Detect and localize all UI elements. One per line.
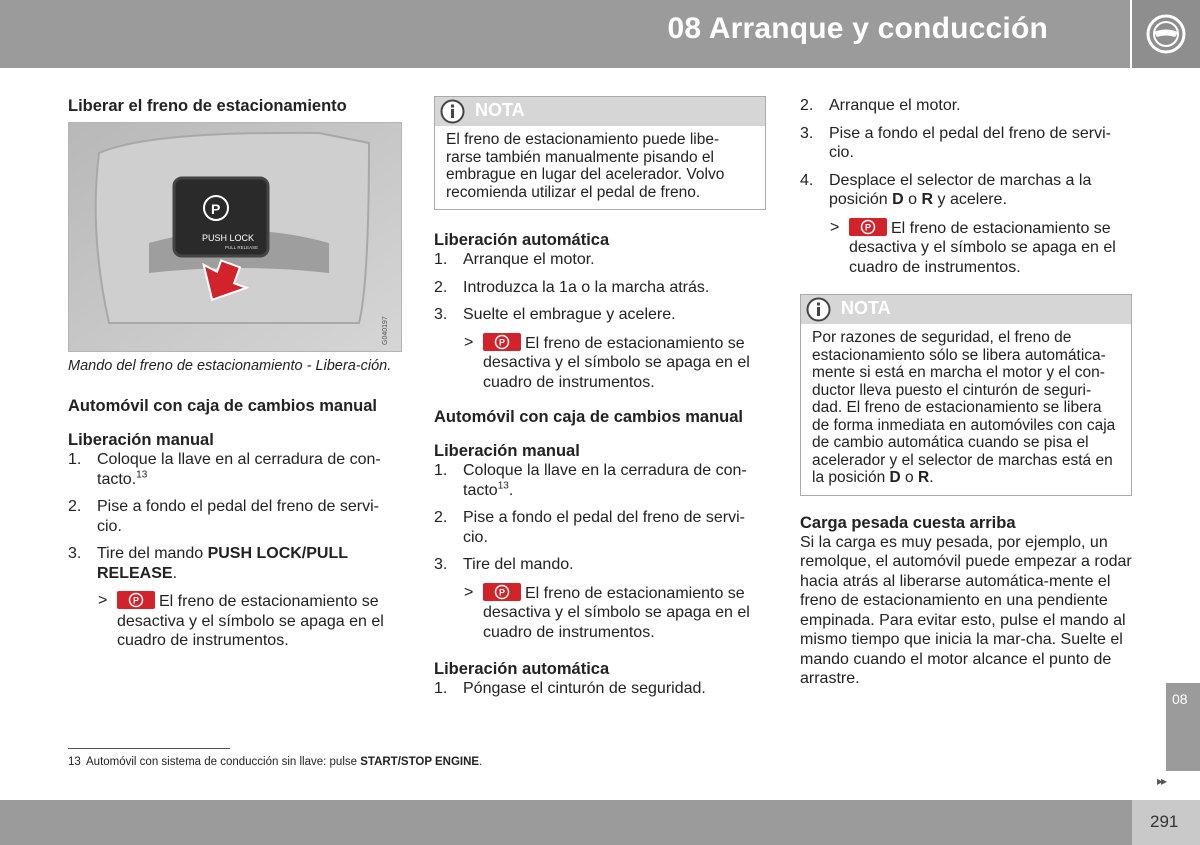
svg-text:P: P: [133, 595, 140, 606]
result-item: > P El freno de estacionamiento se desactiva y el símbolo se apaga en el cuadro de instrumentos.: [98, 592, 384, 649]
paragraph: Si la carga es muy pesada, por ejemplo, un remolque, el automóvil puede empezar a rodar hacia atrás al liberarse automática-mente el freno de estacionamiento en una pendiente empinada. Para evitar esto, pulse el mando al mismo tiempo que inicia la mar-cha. Suelte el mando cuando el motor alcance el punto de arrastre.: [800, 533, 1132, 687]
result-item: > P El freno de estacionamiento se desactiva y el símbolo se apaga en el cuadro de instrumentos.: [464, 583, 750, 641]
pull-release-label: PULL RELEASE: [225, 245, 259, 250]
list-item: 1. Coloque la llave en la cerradura de con-tacto$^{13}$.: [434, 462, 747, 499]
list-item: 3. Suelte el embrague y acelere.: [434, 306, 676, 323]
push-lock-label: PUSH LOCK: [202, 233, 255, 243]
chapter-icon-box: [1132, 0, 1200, 68]
list-item: 2. Arranque el motor.: [800, 97, 961, 114]
result-item: > P El freno de estacionamiento se desactiva y el símbolo se apaga en el cuadro de instrumentos.: [464, 333, 750, 391]
column-2: [434, 96, 766, 707]
continue-arrows-icon: ▸▸: [1157, 774, 1166, 788]
note-box: [434, 96, 766, 210]
section-heading: Liberar el freno de estacionamiento: [68, 97, 347, 115]
manual-release-steps: [434, 461, 766, 575]
note-header: [435, 97, 765, 126]
manual-release-steps: [68, 450, 402, 583]
list-item: 3. Tire del mando PUSH LOCK/PULL RELEASE.: [68, 545, 348, 582]
list-item: 1. Arranque el motor.: [434, 251, 595, 268]
column-3: [800, 96, 1132, 689]
image-code: G040197: [382, 316, 389, 345]
chapter-tab: [1166, 683, 1200, 771]
parking-brake-warning-icon: [849, 218, 887, 236]
parking-brake-warning-icon: [483, 333, 521, 351]
subsection-heading: Automóvil con caja de cambios manual: [68, 397, 377, 415]
subsection-heading: Liberación automática: [434, 231, 610, 249]
info-icon: [806, 297, 831, 322]
list-item: 1. Coloque la llave en al cerradura de con-tacto.$^{13}$: [68, 451, 381, 488]
page-number: 291: [1150, 812, 1179, 831]
parking-brake-warning-icon: [483, 583, 521, 601]
svg-text:P: P: [865, 222, 872, 232]
svg-text:P: P: [499, 337, 506, 347]
list-item: 2. Introduzca la 1a o la marcha atrás.: [434, 278, 710, 296]
parking-brake-warning-icon: [117, 591, 155, 609]
auto-release-steps: [434, 679, 766, 699]
chapter-title: 08 Arranque y conducción: [667, 12, 1048, 45]
footnote-rule: [68, 748, 230, 749]
subsection-heading: Carga pesada cuesta arriba: [800, 513, 1016, 532]
svg-text:P: P: [211, 201, 221, 217]
list-item: 2. Pise a fondo el pedal del freno de servi-cio.: [68, 498, 379, 535]
note-text: El freno de estacionamiento puede libe-rarse también manualmente pisando el embrague en lugar del acelerador. Volvo recomienda utilizar el pedal de freno.: [446, 131, 725, 201]
header-bar: [0, 0, 1130, 68]
subsection-heading: Liberación manual: [434, 442, 580, 460]
result-item: > P El freno de estacionamiento se desactiva y el símbolo se apaga en el cuadro de instrumentos.: [830, 218, 1116, 276]
subsection-heading: Liberación automática: [434, 660, 610, 678]
note-title: NOTA: [475, 100, 525, 120]
info-icon: [440, 99, 465, 124]
note-title: NOTA: [841, 298, 891, 318]
subsection-heading: Liberación manual: [68, 431, 214, 449]
note-box: [800, 294, 1132, 496]
column-1: [68, 96, 402, 659]
footer-bar: [0, 800, 1200, 845]
auto-release-steps: [434, 250, 766, 325]
chapter-tab-label: 08: [1172, 691, 1188, 707]
footnote: 13 Automóvil con sistema de conducción sin llave: pulse START/STOP ENGINE.: [68, 756, 483, 768]
list-item: 3. Pise a fondo el pedal del freno de servi-cio.: [800, 124, 1111, 161]
figure-caption: Mando del freno de estacionamiento - Libera-ción.: [68, 358, 392, 374]
note-header: [801, 295, 1131, 324]
svg-text:P: P: [499, 587, 506, 597]
subsection-heading: Automóvil con caja de cambios manual: [434, 408, 743, 426]
parking-brake-figure: [68, 122, 402, 352]
list-item: 1. Póngase el cinturón de seguridad.: [434, 680, 706, 697]
list-item: 2. Pise a fondo el pedal del freno de servi-cio.: [434, 509, 745, 546]
list-item: 3. Tire del mando.: [434, 556, 574, 573]
list-item: 4. Desplace el selector de marchas a la posición D o R y acelere.: [800, 171, 1092, 208]
note-text: Por razones de seguridad, el freno de estacionamiento sólo se libera automática-mente si está en marcha el motor y el con-ductor lleva puesto el cinturón de seguri-dad. El freno de estacionamiento se libera de forma inmediata en automóviles con caja de cambio automática cuando se pisa el acelerador y el selector de marchas está en la posición D o R.: [812, 329, 1116, 486]
steering-wheel-icon: [1145, 13, 1187, 55]
auto-release-steps-cont: [800, 96, 1132, 210]
